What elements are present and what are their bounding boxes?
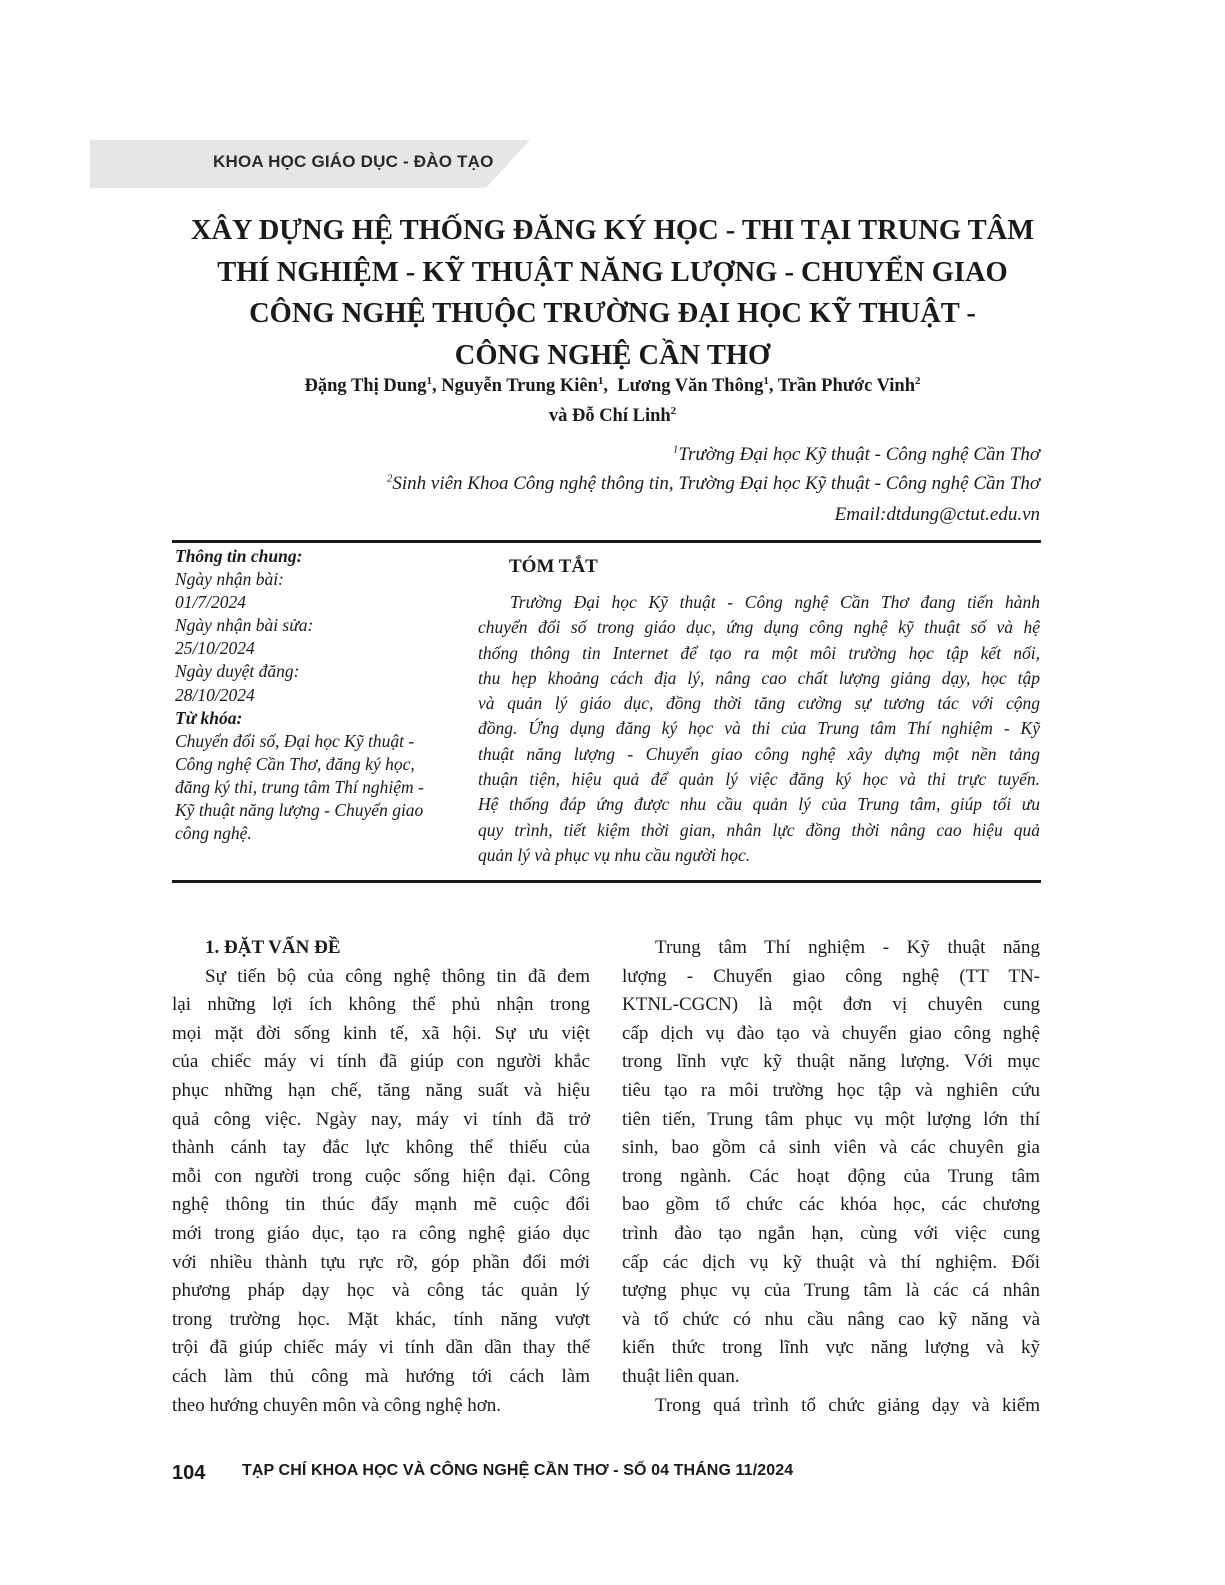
body-line: lượng - Chuyển giao công nghệ (TT TN- <box>622 965 1040 987</box>
body-line: trội đã giúp chiếc máy vi tính dần dần thay thế <box>172 1337 590 1359</box>
bottom-divider <box>172 880 1041 883</box>
title-line: THÍ NGHIỆM - KỸ THUẬT NĂNG LƯỢNG - CHUYỂN GIAO <box>217 256 1008 288</box>
body-line: Trong quá trình tổ chức giảng dạy và kiểm <box>655 1394 1040 1416</box>
accepted-label: Ngày duyệt đăng: <box>175 661 300 682</box>
body-line: phương pháp dạy học và công tác quản lý <box>172 1280 590 1302</box>
body-line: phục những hạn chế, tăng năng suất và hiệu <box>172 1079 590 1101</box>
author-affil-mark: 2 <box>914 374 921 387</box>
body-line: trong trường học. Mặt khác, tính năng vượt <box>172 1308 590 1330</box>
body-line: tiên tiến, Trung tâm phục vụ một lượng lớn thí <box>622 1108 1040 1130</box>
body-line: cấp dịch vụ đào tạo và chuyển giao công nghệ <box>622 1022 1040 1044</box>
affiliation-text: Trường Đại học Kỹ thuật - Công nghệ Cần Thơ <box>678 444 1040 465</box>
top-divider <box>172 540 1041 543</box>
abstract-line: quản lý và phục vụ nhu cầu người học. <box>478 844 751 865</box>
body-line: tượng phục vụ của Trung tâm là các cá nhân <box>622 1280 1040 1302</box>
abstract-line: đồng. Ứng dụng đăng ký học và thi của Trung tâm Thí nghiệm - Kỹ <box>478 718 1040 739</box>
section-heading: 1. ĐẶT VẤN ĐỀ <box>205 937 341 958</box>
author-affil-mark: 1 <box>597 374 604 387</box>
abstract-line: thuận tiện, hiệu quả để quản lý việc đăng ký học và thi trực tuyến. <box>478 769 1040 790</box>
keywords-line: Kỹ thuật năng lượng - Chuyển giao <box>175 800 424 821</box>
body-line: theo hướng chuyên môn và công nghệ hơn. <box>172 1394 502 1416</box>
affiliation-mark: 2 <box>386 472 393 485</box>
author-email: Email:dtdung@ctut.edu.vn <box>834 504 1040 525</box>
abstract-line: thu hẹp khoảng cách địa lý, nâng cao chất lượng giảng dạy, học tập <box>478 667 1040 688</box>
keywords-line: đăng ký thi, trung tâm Thí nghiệm - <box>175 776 424 797</box>
keywords-label: Từ khóa: <box>175 707 243 728</box>
body-line: mọi mặt đời sống kinh tế, xã hội. Sự ưu việt <box>172 1022 590 1044</box>
keywords-line: Chuyển đổi số, Đại học Kỹ thuật - <box>175 730 415 751</box>
keywords-line: Công nghệ Cần Thơ, đăng ký học, <box>175 753 415 774</box>
body-line: và tổ chức có nhu cầu nâng cao kỹ năng và <box>622 1308 1040 1330</box>
author-name: Đỗ Chí Linh <box>571 406 671 426</box>
title-line: CÔNG NGHỆ THUỘC TRƯỜNG ĐẠI HỌC KỸ THUẬT - <box>249 298 976 329</box>
body-line: trong lĩnh vực kỹ thuật năng lượng. Với mục <box>622 1051 1040 1073</box>
body-line: Sự tiến bộ của công nghệ thông tin đã đem <box>205 965 590 987</box>
affiliation-2 <box>140 473 1040 495</box>
author-name: Nguyễn Trung Kiên <box>441 376 598 396</box>
section-label: KHOA HỌC GIÁO DỤC - ĐÀO TẠO <box>213 152 494 171</box>
body-line: sinh, bao gồm cả sinh viên và các chuyên gia <box>622 1137 1040 1159</box>
body-line: thành cánh tay đắc lực không thể thiếu của <box>172 1137 590 1159</box>
affiliation-mark: 1 <box>672 443 679 456</box>
author-name: Trần Phước Vinh <box>777 376 915 396</box>
author-affil-mark: 1 <box>763 374 769 387</box>
abstract-line: thuật năng lượng - Chuyển giao công nghệ xây dựng một nền tảng <box>478 743 1040 764</box>
body-column-right <box>622 934 1040 1420</box>
body-line: quả công việc. Ngày nay, máy vi tính đã trở <box>172 1108 590 1130</box>
body-line: mỗi con người trong cuộc sống hiện đại. Công <box>172 1165 590 1187</box>
info-heading: Thông tin chung: <box>175 546 303 566</box>
revised-label: Ngày nhận bài sửa: <box>175 615 314 636</box>
author-affil-mark: 1 <box>426 374 433 387</box>
body-line: thuật liên quan. <box>622 1365 740 1387</box>
author-name: Lương Văn Thông <box>617 376 764 396</box>
abstract-heading: TÓM TẮT <box>509 556 598 577</box>
body-line: mới trong giáo dục, tạo ra công nghệ giáo dục <box>172 1222 590 1244</box>
affiliation-text: Sinh viên Khoa Công nghệ thông tin, Trường Đại học Kỹ thuật - Công nghệ Cần Thơ <box>392 473 1040 494</box>
affiliation-1 <box>140 444 1040 466</box>
body-line: trình đào tạo ngắn hạn, cùng với việc cung <box>622 1222 1040 1244</box>
keywords-line: công nghệ. <box>175 823 252 844</box>
body-line: trong ngành. Các hoạt động của Trung tâm <box>622 1165 1040 1187</box>
journal-footer: TẠP CHÍ KHOA HỌC VÀ CÔNG NGHỆ CẦN THƠ - SỐ 04 THÁNG 11/2024 <box>242 1462 794 1479</box>
abstract-line: và quản lý giáo dục, đồng thời tăng cường sự tương tác với cộng <box>478 693 1040 714</box>
authors-joiner: và <box>548 406 568 426</box>
body-line: lại những lợi ích không thể phủ nhận trong <box>172 994 590 1016</box>
body-column-left <box>172 934 590 1420</box>
page-number: 104 <box>172 1462 206 1484</box>
body-line: Trung tâm Thí nghiệm - Kỹ thuật năng <box>655 937 1040 958</box>
accepted-date: 28/10/2024 <box>175 684 255 705</box>
abstract-line: chuyển đổi số trong giáo dục, ứng dụng công nghệ kỹ thuật số và hệ <box>478 617 1040 638</box>
body-line: tiêu tạo ra môi trường học tập và nghiên cứu <box>622 1079 1040 1101</box>
received-date: 01/7/2024 <box>175 592 246 613</box>
abstract-line: thống thông tin Internet để tạo ra một môi trường học tập kết nối, <box>478 642 1040 663</box>
body-line: với nhiều thành tựu rực rỡ, góp phần đổi mới <box>172 1251 590 1273</box>
body-line: KTNL-CGCN) là một đơn vị chuyên cung <box>622 994 1040 1016</box>
body-line: cách làm thủ công mà hướng tới cách làm <box>172 1365 590 1387</box>
author-affil-mark: 2 <box>670 404 677 417</box>
abstract-line: Trường Đại học Kỹ thuật - Công nghệ Cần Thơ đang tiến hành <box>510 592 1040 612</box>
body-line: kiến thức trong lĩnh vực năng lượng và kỹ <box>622 1337 1040 1359</box>
article-info <box>175 545 470 845</box>
received-label: Ngày nhận bài: <box>175 569 284 590</box>
author-name: Đặng Thị Dung <box>304 376 427 396</box>
body-line: của chiếc máy vi tính đã giúp con người khắc <box>172 1051 590 1073</box>
abstract-line: Hệ thống đáp ứng được nhu cầu quản lý của Trung tâm, giúp tối ưu <box>478 794 1040 815</box>
author-list: Đặng Thị Dung$^1$, Nguyễn Trung Kiên$^1$, Lương Văn Thông$^1$, Trần Phước Vinh$^2$ và Đỗ Chí Linh$^2$ <box>304 374 921 426</box>
body-line: bao gồm tổ chức các khóa học, các chương <box>622 1194 1040 1216</box>
article-title <box>150 210 1075 376</box>
body-line: cấp các dịch vụ kỹ thuật và thí nghiệm. Đối <box>622 1251 1040 1273</box>
revised-date: 25/10/2024 <box>175 638 255 659</box>
abstract-line: quy trình, tiết kiệm thời gian, nhân lực đồng thời nâng cao hiệu quả <box>478 819 1040 840</box>
abstract-body <box>478 590 1040 868</box>
title-line: CÔNG NGHỆ CẦN THƠ <box>454 339 771 371</box>
title-line: XÂY DỰNG HỆ THỐNG ĐĂNG KÝ HỌC - THI TẠI TRUNG TÂM <box>190 215 1035 246</box>
body-line: nghệ thông tin thúc đẩy mạnh mẽ cuộc đổi <box>172 1194 590 1216</box>
